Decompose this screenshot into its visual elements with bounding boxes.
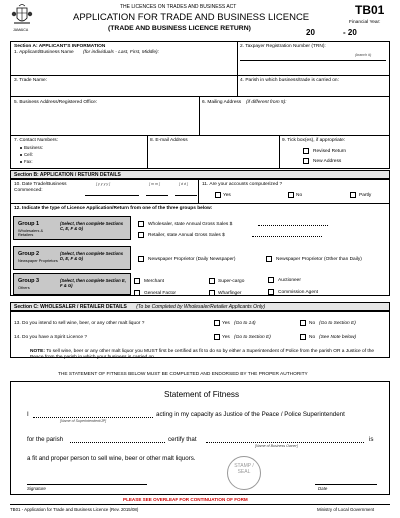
group-2-box [13, 246, 131, 270]
q13-no-label: No [309, 321, 316, 326]
field-10-label: 10. Date Trade/Business Commenced: [14, 182, 67, 193]
new-address-label: New Address [313, 159, 342, 164]
malt-liquor-note [30, 349, 375, 361]
field-1-hint: (for individuals - Last, First, Middle): [83, 50, 159, 55]
q14-no-label: No [309, 335, 316, 340]
date-line[interactable] [315, 484, 377, 485]
retailer-label: Retailer, state Annual Gross Sales $ [148, 233, 225, 238]
newspaper-daily-label: Newspaper Proprietor (Daily Newspaper) [148, 257, 236, 262]
page-subtitle: (TRADE AND BUSINESS LICENCE RETURN) [108, 25, 251, 32]
computerized-no-label: No [296, 193, 303, 198]
question-13-label: 13. Do you intend to sell wine, beer, or any other malt liquor ? [14, 321, 145, 326]
business-bullet-icon [20, 147, 22, 149]
new-address-checkbox[interactable] [303, 158, 309, 164]
date-label: Date [318, 486, 328, 491]
fitness-line1-end: acting in my capacity as Justice of the Peace / Police Superintendent [156, 411, 345, 418]
contact-business-label: Business: [24, 145, 44, 150]
field-9-label: 9. Tick box(es), if appropriate: [282, 138, 346, 143]
business-owner-input[interactable] [206, 442, 364, 443]
group-2-note: (Select, then complete Sections D, E, F & G) [60, 251, 124, 262]
month-hint: [ m m ] [149, 182, 160, 186]
day-hint: [ d d ] [179, 182, 188, 186]
contact-fax-label: Fax: [24, 159, 33, 164]
group-2-title: Group 2 [18, 251, 40, 257]
revised-return-label: Revised Return [313, 149, 347, 154]
page-title: APPLICATION FOR TRADE AND BUSINESS LICENCE [73, 12, 310, 23]
financial-year-label: Financial Year: [349, 20, 381, 25]
trade-name-input[interactable] [14, 84, 234, 94]
field-6-label: 6. Mailing Address [202, 100, 242, 105]
business-phone-input[interactable] [44, 144, 144, 150]
field-3-label: 3. Trade Name: [14, 78, 48, 83]
overleaf-notice: PLEASE SEE OVERLEAF FOR CONTINUATION OF FORM [123, 497, 248, 502]
field-1-label: 1. Applicant/Business Name [14, 50, 74, 55]
signature-line[interactable] [27, 484, 147, 485]
parish-fitness-input[interactable] [70, 442, 165, 443]
note-label: NOTE: [30, 349, 45, 354]
field-7-label: 7. Contact Numbers: [14, 138, 58, 143]
fitness-line2-end: is [369, 436, 374, 443]
wholesaler-checkbox[interactable] [138, 221, 144, 227]
day-input[interactable] [175, 187, 197, 196]
merchant-label: Merchant [144, 279, 164, 284]
footer-form-ref: TB01 - Application for Trade and Business Licence (Rev. 2015/08) [10, 507, 139, 512]
applicant-name-input[interactable] [14, 57, 234, 69]
field-4-label: 4. Parish in which business/trade is carried on: [240, 78, 339, 83]
merchant-checkbox[interactable] [134, 278, 140, 284]
wholesaler-sales-input[interactable] [258, 225, 328, 226]
q13-yes-note: (Go to 14) [234, 321, 256, 326]
retailer-sales-input[interactable] [252, 236, 322, 237]
field-8-label: 8. E-mail Address [150, 138, 188, 143]
newspaper-other-label: Newspaper Proprietor (Other than Daily) [276, 257, 362, 262]
fitness-banner: THE STATEMENT OF FITNESS BELOW MUST BE COMPLETED AND ENDORSED BY THE PROPER AUTHORITY [58, 372, 308, 377]
cell-bullet-icon [20, 154, 22, 156]
super-cargo-checkbox[interactable] [209, 278, 215, 284]
newspaper-daily-checkbox[interactable] [138, 256, 144, 262]
q14-yes-label: Yes [222, 335, 230, 340]
fitness-title: Statement of Fitness [164, 390, 240, 399]
note-text: To sell wine, beer or any other malt liquor you MUST first be certified as fit to do so by either a Superintendent of Police from the parish OR a Justice of the Peace from the parish in which your business is carried on. [30, 349, 375, 360]
group-3-box [13, 273, 131, 295]
fax-bullet-icon [20, 161, 22, 163]
fax-input[interactable] [44, 158, 144, 164]
business-address-input[interactable] [14, 107, 196, 132]
section-c-heading [10, 302, 390, 311]
authority-name-hint: [Name of Superintendent/JP] [60, 419, 107, 423]
computerized-yes-label: Yes [223, 193, 231, 198]
q13-yes-label: Yes [222, 321, 230, 326]
auctioneer-label: Auctioneer [278, 278, 301, 283]
newspaper-other-checkbox[interactable] [266, 256, 272, 262]
business-owner-hint: [Name of Business Owner] [255, 444, 298, 448]
group-3-note: (Select, then complete Section E, F & G) [60, 278, 126, 289]
group-2-subtitle: Newspaper Proprietors [18, 258, 58, 263]
q14-yes-note: (Go to Section E) [234, 335, 271, 340]
year-hint: [ y y y y ] [96, 182, 111, 186]
question-14-label: 14. Do you have a Spirit Licence ? [14, 335, 88, 340]
mailing-address-input[interactable] [202, 107, 386, 132]
cell-phone-input[interactable] [44, 151, 144, 157]
fitness-line2-start: for the parish [27, 436, 64, 443]
q13-no-note: (Go to Section E) [319, 321, 356, 326]
fitness-line3: a fit and proper person to sell wine, beer or other malt liquors. [27, 455, 196, 462]
group-3-title: Group 3 [18, 278, 40, 284]
general-factor-label: General Factor [144, 291, 176, 296]
contact-cell-label: Cell: [24, 152, 33, 157]
month-input[interactable] [146, 187, 168, 196]
q14-no-checkbox[interactable] [300, 334, 306, 340]
financial-year-end[interactable]: - 20 [343, 28, 357, 37]
retailer-checkbox[interactable] [138, 232, 144, 238]
section-a-heading: Section A: APPLICANT'S INFORMATION [14, 44, 106, 49]
group-1-title: Group 1 [18, 221, 40, 227]
group-3-subtitle: Others [18, 285, 30, 290]
fitness-line1-start: I [27, 411, 29, 418]
financial-year-start[interactable]: 20 [306, 28, 315, 37]
field-2-label: 2. Taxpayer Registration Number (TRN): [240, 44, 326, 49]
parish-input[interactable] [240, 85, 386, 94]
coat-of-arms-icon [11, 4, 33, 28]
group-1-box [13, 216, 131, 240]
section-c-title: Section C: WHOLESALER / RETAILER DETAILS [14, 303, 127, 310]
wholesaler-label: Wholesaler, state Annual Gross Sales $ [148, 222, 233, 227]
year-input[interactable] [85, 187, 139, 196]
general-factor-checkbox[interactable] [134, 290, 140, 296]
computerized-partly-checkbox[interactable] [350, 192, 356, 198]
field-12-label: 12. Indicate the type of Licence Application/Return from one of the three groups below: [14, 206, 213, 211]
computerized-partly-label: Partly [359, 193, 372, 198]
auctioneer-checkbox[interactable] [268, 277, 274, 283]
wharfinger-checkbox[interactable] [209, 290, 215, 296]
section-b-heading: Section B: APPLICATION / RETURN DETAILS [10, 170, 390, 179]
branch-hint: (branch #) [355, 53, 372, 57]
email-input[interactable] [150, 145, 275, 165]
group-1-subtitle: Wholesalers & Retailers [18, 228, 44, 238]
signature-label: Signature [27, 486, 46, 491]
form-code: TB01 [355, 3, 385, 17]
computerized-no-checkbox[interactable] [288, 192, 294, 198]
q14-no-note: (See Note below) [319, 335, 357, 340]
fitness-line2-mid: certify that [168, 436, 197, 443]
stamp-seal-label: STAMP / SEAL [234, 463, 254, 475]
computerized-yes-checkbox[interactable] [215, 192, 221, 198]
group-1-note: (Select, then complete Sections C, E, F & G) [60, 221, 124, 232]
footer-ministry: Ministry of Local Government [317, 507, 375, 512]
q14-yes-checkbox[interactable] [214, 334, 220, 340]
wharfinger-label: Wharfinger [218, 291, 242, 296]
act-title: THE LICENCES ON TRADES AND BUSINESS ACT [120, 4, 237, 10]
q13-yes-checkbox[interactable] [214, 320, 220, 326]
field-5-label: 5. Business Address/Registered Office: [14, 100, 98, 105]
commission-agent-label: Commission Agent [278, 290, 318, 295]
commission-agent-checkbox[interactable] [268, 289, 274, 295]
q13-no-checkbox[interactable] [300, 320, 306, 326]
field-11-label: 11. Are your accounts computerized ? [202, 182, 283, 187]
section-c-note: (To be Completed by Wholesaler/Retailer Applicants Only) [136, 303, 266, 310]
revised-return-checkbox[interactable] [303, 148, 309, 154]
crest-caption: JAMAICA [13, 28, 29, 32]
authority-name-input[interactable] [33, 417, 153, 418]
field-6-hint: (if different from 5): [246, 100, 287, 105]
super-cargo-label: Super-cargo [218, 279, 245, 284]
